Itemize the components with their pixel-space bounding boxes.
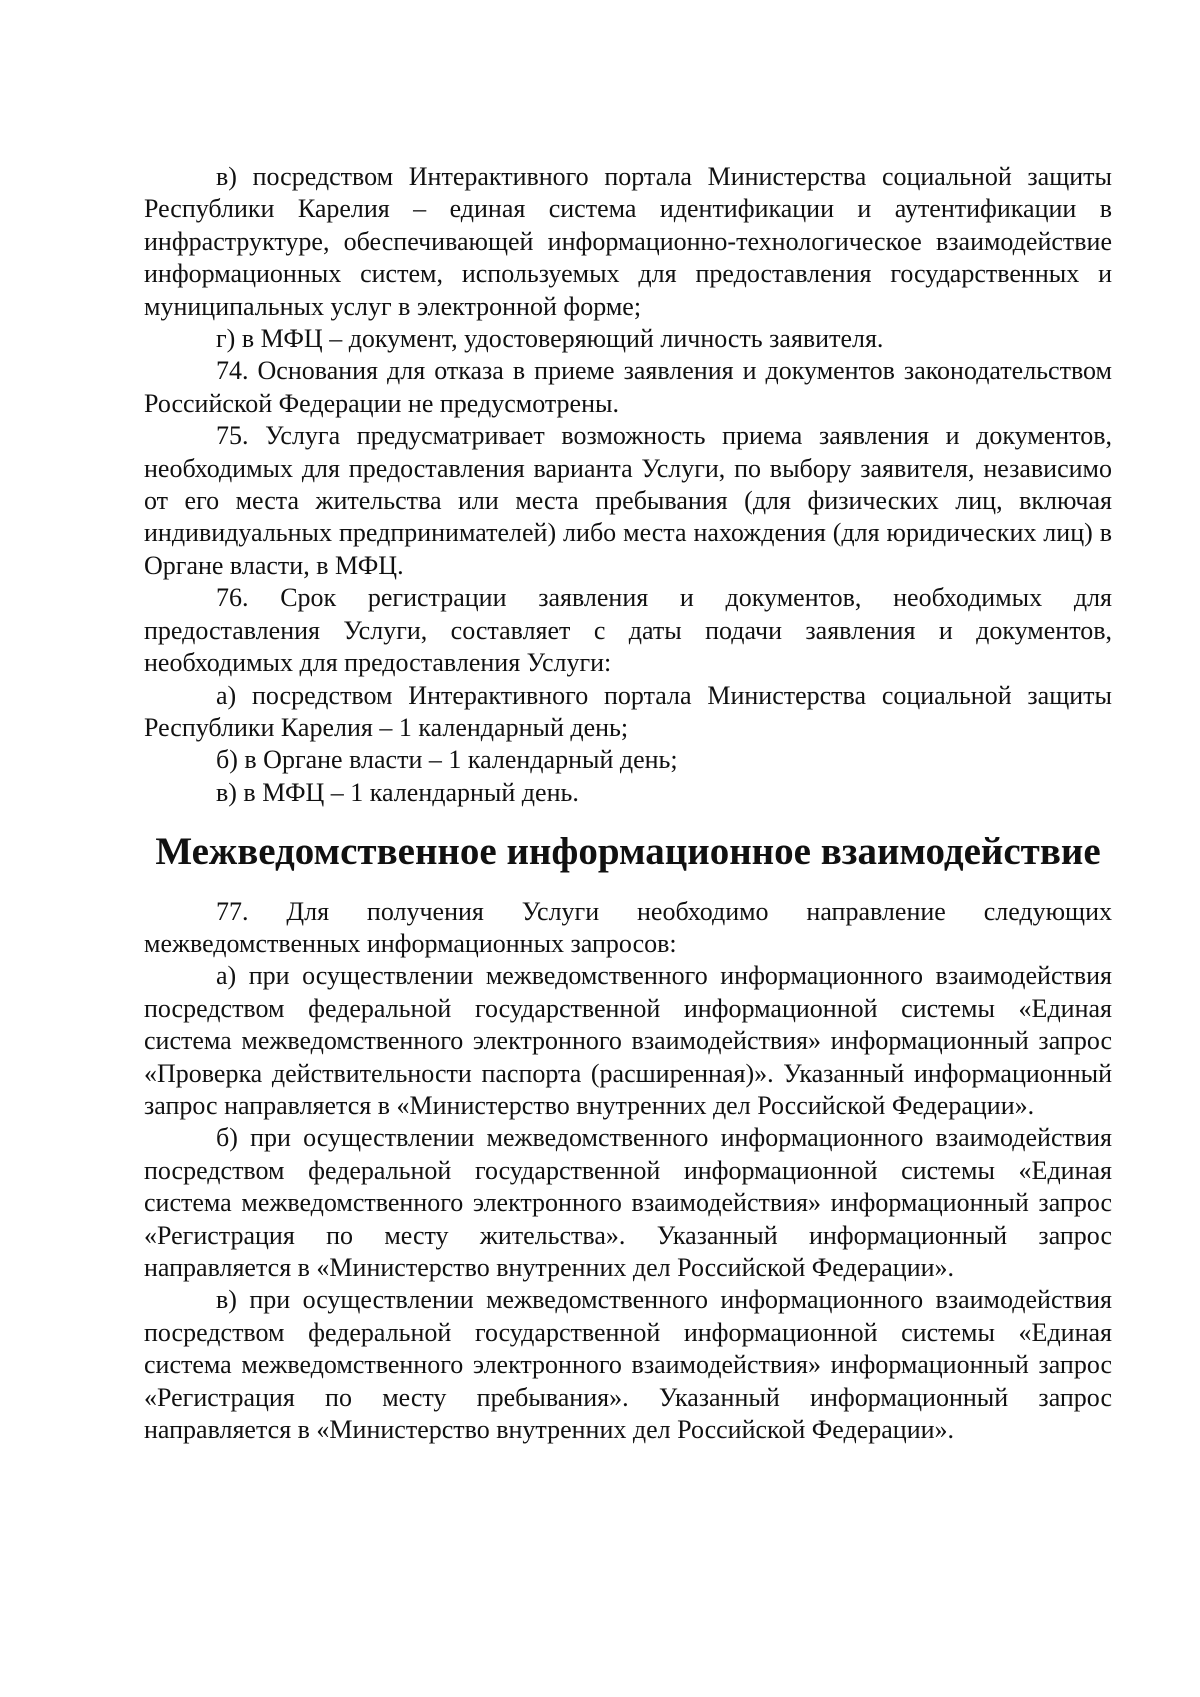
paragraph-item-a-passport: а) при осуществлении межведомственного информационного взаимодействия посредством федеральной государственной информационной системы «Единая система межведомственного электронного взаимодействия» информационный запрос «Проверка действительности паспорта (расширенная)». Указанный информационный запрос направляется в «Министерство внутренних дел Российской Федерации». [144, 961, 1112, 1120]
paragraph-item-b-residence: б) при осуществлении межведомственного информационного взаимодействия посредством федеральной государственной информационной системы «Единая система межведомственного электронного взаимодействия» информационный запрос «Регистрация по месту жительства». Указанный информационный запрос направляется в «Министерство внутренних дел Российской Федерации». [144, 1123, 1112, 1282]
paragraph-item-v-portal: в) посредством Интерактивного портала Министерства социальной защиты Республики Карелия – единая система идентификации и аутентификации в инфраструктуре, обеспечивающей информационно-технологическое взаимодействие информационных систем, используемых для предоставления государственных и муниципальных услуг в электронной форме; [144, 162, 1112, 321]
paragraph-76: 76. Срок регистрации заявления и документов, необходимых для предоставления Услуги, составляет с даты подачи заявления и документов, необходимых для предоставления Услуги: [144, 583, 1112, 678]
section-heading: Межведомственное информационное взаимодействие [155, 830, 1101, 874]
paragraph-item-a-portal: а) посредством Интерактивного портала Министерства социальной защиты Республики Карелия – 1 календарный день; [144, 680, 1112, 742]
paragraph-75: 75. Услуга предусматривает возможность приема заявления и документов, необходимых для предоставления варианта Услуги, по выбору заявителя, независимо от его места жительства или места пребывания (для физических лиц, включая индивидуальных предпринимателей) либо места нахождения (для юридических лиц) в Органе власти, в МФЦ. [144, 421, 1112, 580]
paragraph-item-g-mfc: г) в МФЦ – документ, удостоверяющий личность заявителя. [216, 324, 884, 354]
paragraph-item-v-mfc: в) в МФЦ – 1 календарный день. [216, 777, 579, 807]
document-body [144, 161, 1112, 1446]
paragraph-item-v-stay: в) при осуществлении межведомственного информационного взаимодействия посредством федеральной государственной информационной системы «Единая система межведомственного электронного взаимодействия» информационный запрос «Регистрация по месту пребывания». Указанный информационный запрос направляется в «Министерство внутренних дел Российской Федерации». [144, 1285, 1112, 1445]
paragraph-77: 77. Для получения Услуги необходимо направление следующих межведомственных информационных запросов: [144, 896, 1112, 958]
paragraph-74: 74. Основания для отказа в приеме заявления и документов законодательством Российской Федерации не предусмотрены. [144, 356, 1112, 418]
paragraph-item-b-authority: б) в Органе власти – 1 календарный день; [216, 745, 678, 775]
